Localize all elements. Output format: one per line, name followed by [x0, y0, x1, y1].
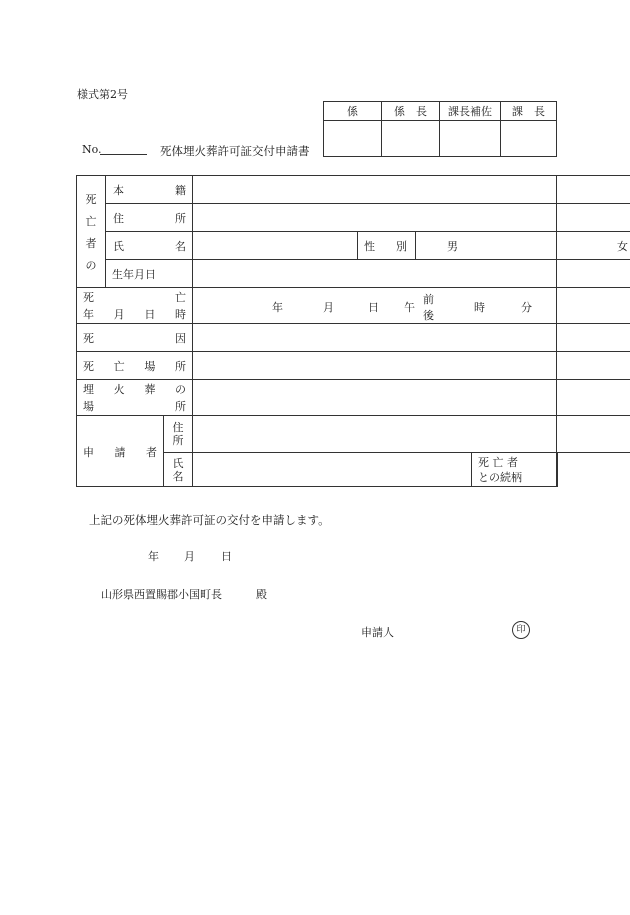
death-year-unit: 年: [272, 301, 283, 314]
honseki-field[interactable]: [192, 175, 630, 203]
form-number: 様式第2号: [77, 88, 128, 101]
approval-stamp-kacho[interactable]: [501, 121, 557, 157]
applicant-address-field[interactable]: [192, 415, 630, 452]
approval-header-kakaricho: 係 長: [382, 102, 440, 121]
relation-label: 死 亡 者 との続柄: [471, 452, 557, 487]
burial-place-label: 埋 火 葬 の 場 所: [76, 379, 192, 415]
no-label: No.: [82, 143, 102, 156]
applicant-address-label: 住 所: [163, 415, 192, 452]
dono: 殿: [256, 588, 267, 601]
approval-header-kakari: 係: [324, 102, 382, 121]
sex-option-male[interactable]: 男: [447, 239, 458, 253]
applicant-label: 申 請 者: [76, 415, 163, 487]
approval-stamp-kakaricho[interactable]: [382, 121, 440, 157]
death-place-label: 死 亡 場 所: [76, 351, 192, 379]
birthdate-label: 生年月日: [105, 259, 192, 287]
death-day-unit: 日: [368, 301, 379, 314]
date-day-unit: 日: [221, 550, 232, 563]
honseki-label: 本 籍: [105, 175, 192, 203]
death-hour-unit: 時: [474, 301, 485, 314]
approval-stamp-kakari[interactable]: [324, 121, 382, 157]
deceased-name-field[interactable]: [192, 231, 357, 259]
statement: 上記の死体埋火葬許可証の交付を申請します。: [89, 513, 330, 527]
seal-icon: 印: [512, 621, 530, 639]
death-minute-unit: 分: [521, 301, 532, 314]
applicant-name-label: 氏 名: [163, 452, 192, 487]
sex-option-female[interactable]: 女: [617, 239, 628, 253]
deceased-address-label: 住 所: [105, 203, 192, 231]
deceased-name-label: 氏 名: [105, 231, 192, 259]
document-title: 死体埋火葬許可証交付申請書: [160, 144, 310, 158]
application-form: [76, 175, 628, 487]
death-datetime-label: 死 亡 年 月 日 時: [76, 287, 192, 323]
deceased-address-field[interactable]: [192, 203, 630, 231]
date-year-unit: 年: [148, 550, 159, 563]
cause-label: 死 因: [76, 323, 192, 351]
death-month-unit: 月: [323, 301, 334, 314]
sex-label: 性 別: [357, 231, 415, 259]
burial-place-field[interactable]: [192, 379, 630, 415]
no-blank-line[interactable]: [100, 154, 147, 155]
birthdate-field[interactable]: [192, 259, 630, 287]
relation-field[interactable]: [557, 452, 630, 487]
approval-header-kacho: 課 長: [501, 102, 557, 121]
death-datetime-field[interactable]: [192, 287, 630, 323]
death-go-label: 午: [404, 301, 415, 314]
date-month-unit: 月: [184, 550, 195, 563]
cause-field[interactable]: [192, 323, 630, 351]
addressee: 山形県西置賜郡小国町長: [101, 588, 222, 601]
applicant-sign-label: 申請人: [361, 626, 394, 639]
death-am-option[interactable]: 前: [423, 293, 434, 306]
deceased-group-label: 死 亡 者 の: [76, 175, 105, 287]
death-place-field[interactable]: [192, 351, 630, 379]
sex-options: [415, 231, 630, 259]
approval-stamp-kachohosa[interactable]: [440, 121, 501, 157]
death-pm-option[interactable]: 後: [423, 309, 434, 322]
approval-header-kachohosa: 課長補佐: [440, 102, 501, 121]
approval-stamp-table: [323, 101, 557, 157]
